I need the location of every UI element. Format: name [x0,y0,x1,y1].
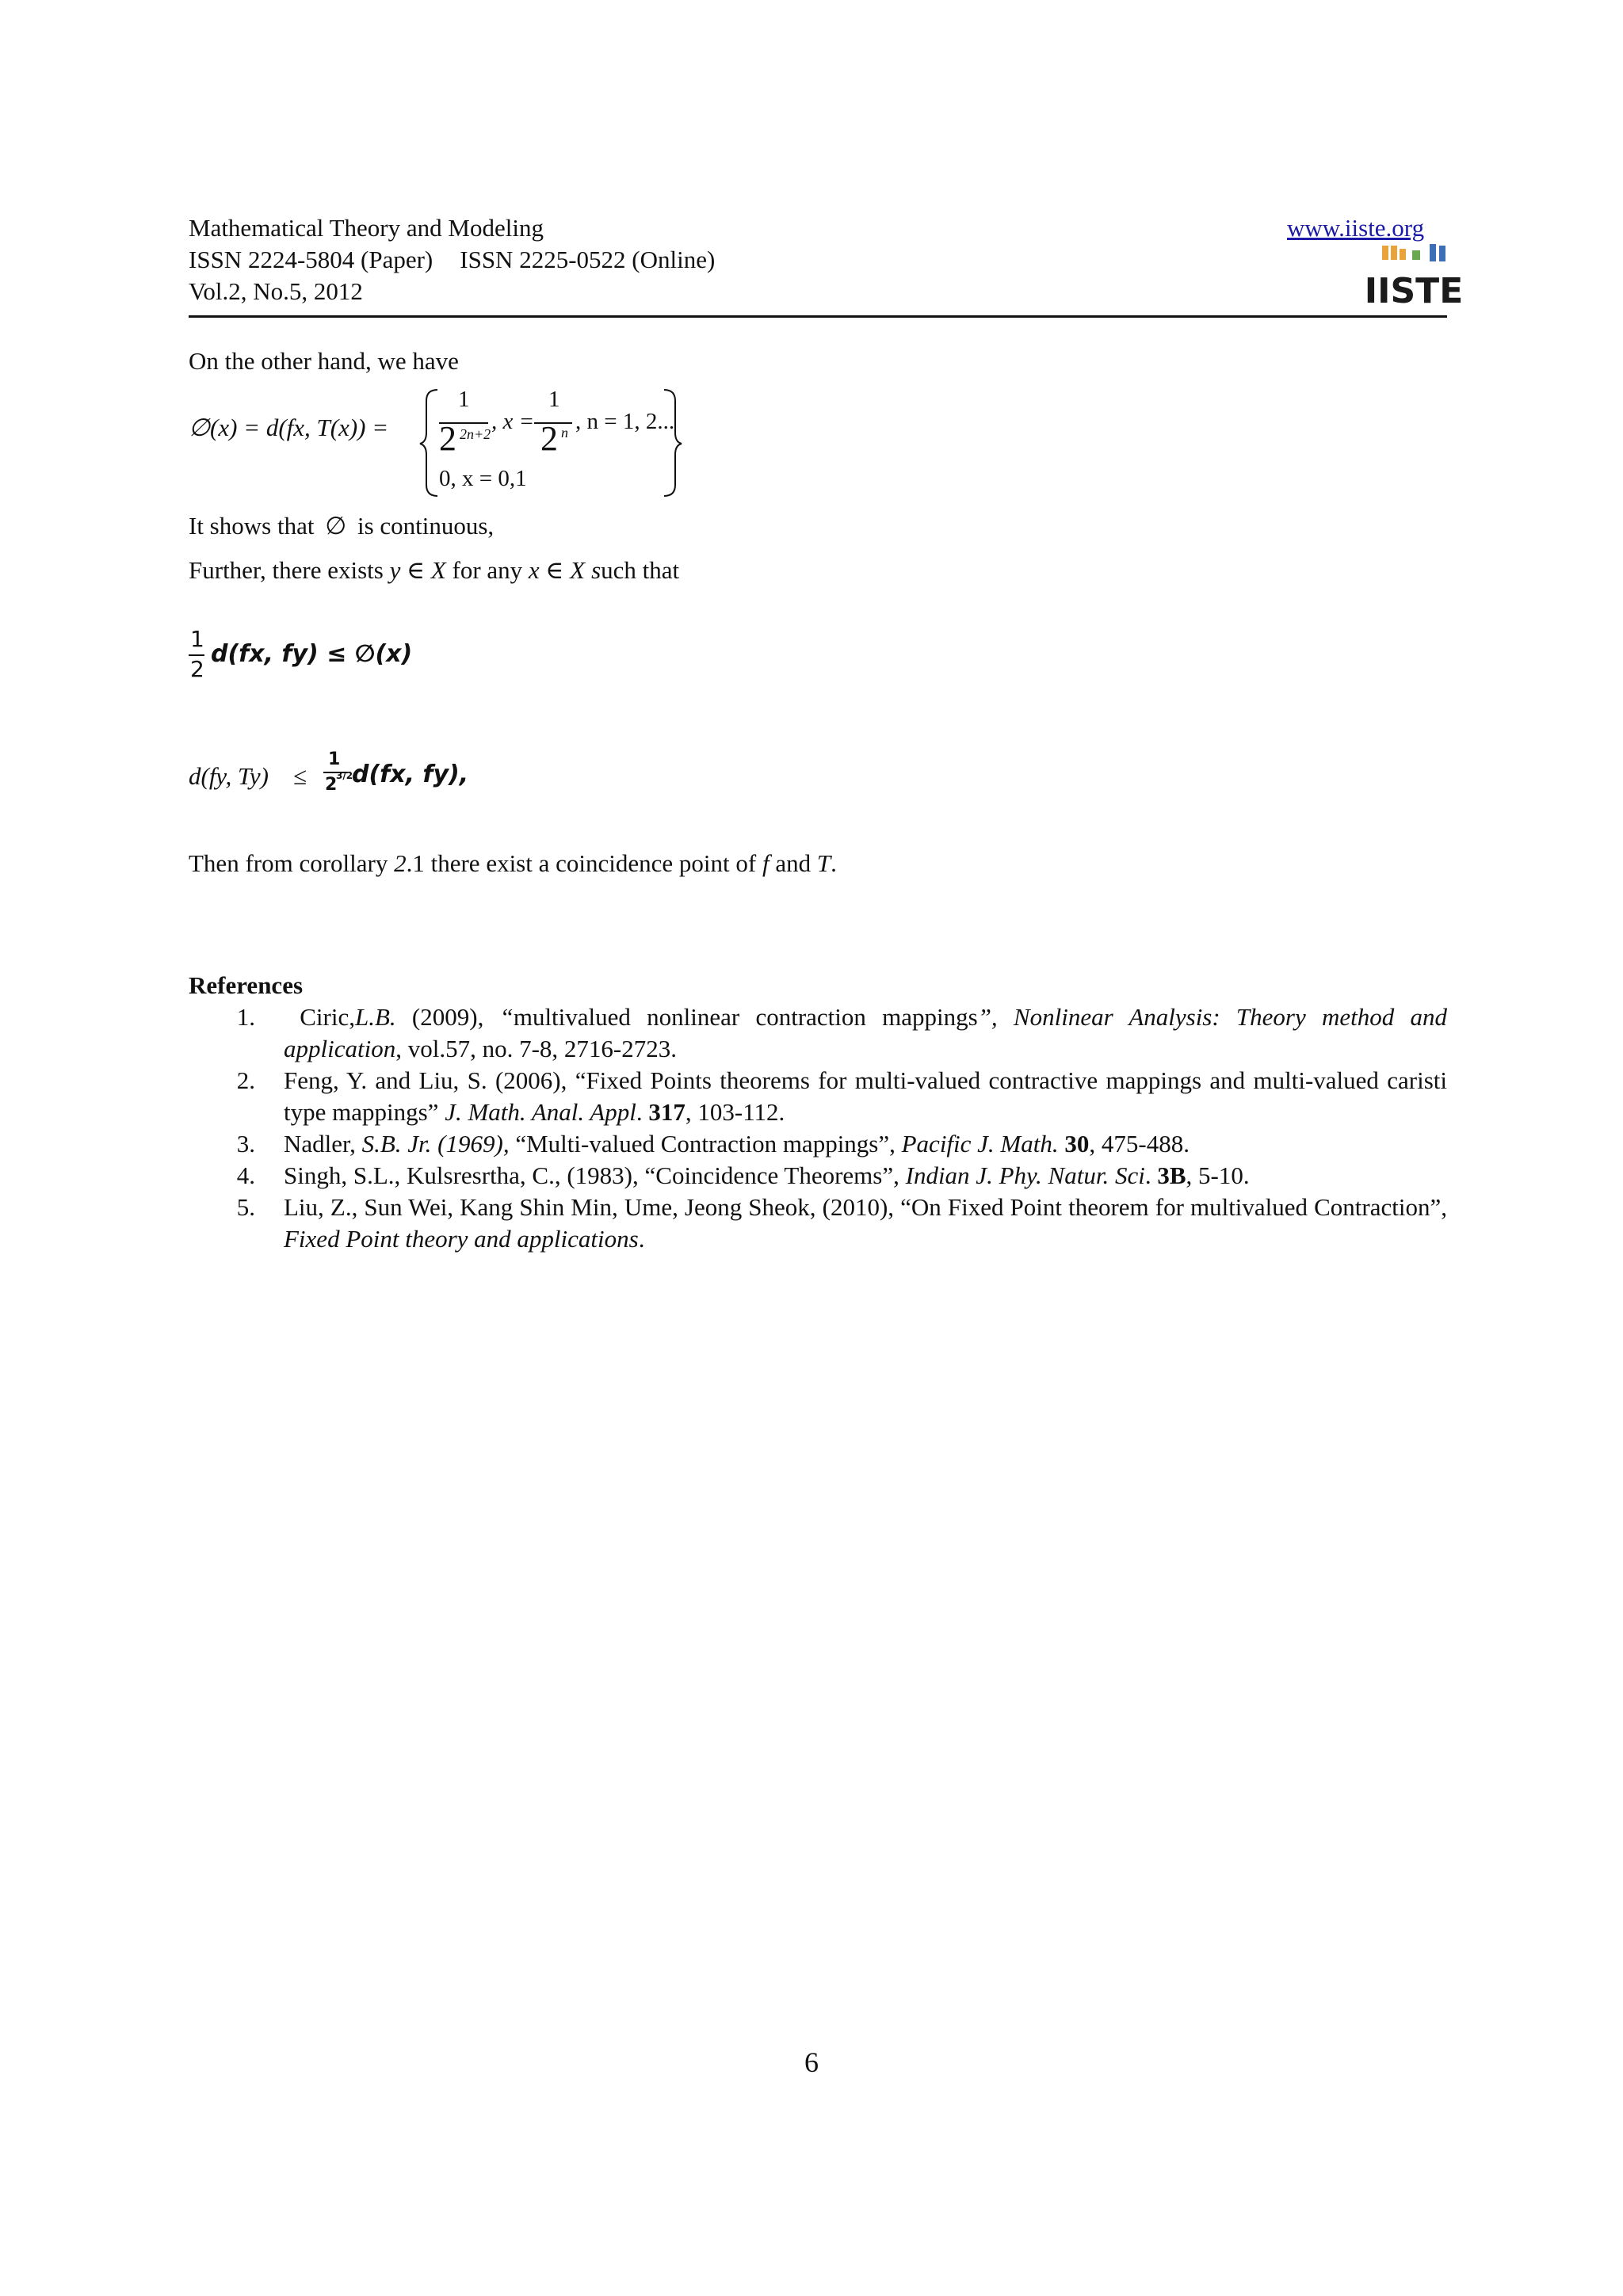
reference-item: 5. Liu, Z., Sun Wei, Kang Shin Min, Ume, Jeong Sheok, (2010), “On Fixed Point theorem for multivalued Contraction”, Fixed Point theory and applications. [236,1193,1447,1253]
website-link[interactable]: www.iiste.org [1287,214,1425,242]
journal-title: Mathematical Theory and Modeling [189,214,544,242]
continuity-statement: It shows that ∅ is continuous, [189,512,495,540]
issn-online: ISSN 2225-0522 (Online) [460,246,716,273]
reference-item: 1. Ciric,L.B. (2009), “multivalued nonlinear contraction mappings”, Nonlinear Analysis: Theory method and application, vol.57, no. 7-8, 2716-2723. [236,1003,1447,1062]
piecewise-function [420,387,682,499]
ineq2-le: ≤ [293,762,307,790]
ineq1-body: d(fx, fy) ≤ ∅(x) [211,640,413,668]
ineq2-numerator: 1 [328,749,341,769]
case1-mid: , x = [491,409,535,434]
volume-info: Vol.2, No.5, 2012 [189,277,363,305]
case1-numerator-2: 1 [548,387,560,412]
references-title: References [189,971,304,999]
ineq1-denominator: 2 [190,656,204,682]
ineq2-denominator-exponent: 3/2 [336,770,353,781]
intro-text: On the other hand, we have [189,347,459,375]
inequality-2 [189,749,632,813]
page-number: 6 [804,2046,819,2078]
conclusion: Then from corollary 2.1 there exist a coincidence point of f and T. [189,849,837,877]
case1-denominator-2-base: 2 [540,419,558,458]
reference-item: 3. Nadler, S.B. Jr. (1969), “Multi-valued Contraction mappings”, Pacific J. Math. 30, 475-488. [236,1130,1190,1158]
inequality-1 [189,626,506,689]
ineq1-numerator: 1 [190,626,204,652]
logo-text: IISTE [1364,271,1464,311]
case1-tail: , n = 1, 2... [575,409,675,434]
issn-line [189,244,715,276]
issn-paper: ISSN 2224-5804 (Paper) [189,246,433,273]
case2: 0, x = 0,1 [439,466,527,491]
ineq2-body: d(fx, fy), [352,761,469,788]
ineq2-lhs: d(fy, Ty) [189,762,269,790]
case1-denominator-exponent: 2n+2 [460,426,491,442]
case1-denominator-2-exponent: n [561,425,568,441]
ineq2-denominator-base: 2 [325,775,338,795]
reference-item: 4. Singh, S.L., Kulsresrtha, C., (1983), “Coincidence Theorems”, Indian J. Phy. Natur. Sci. 3B, 5-10. [236,1161,1250,1189]
case1-denominator-base: 2 [439,419,456,458]
header-rule [189,315,1447,318]
case1-numerator: 1 [458,387,470,412]
iiste-logo-graphic [1364,242,1464,311]
further-statement: Further, there exists y ∈ X for any x ∈ X such that [189,556,680,584]
reference-item: 2. Feng, Y. and Liu, S. (2006), “Fixed Points theorems for multi-valued contractive mappings and multi-valued caristi type mappings” J. Math. Anal. Appl. 317, 103-112. [236,1066,1447,1126]
phi-definition-lhs: ∅(x) = d(fx, T(x)) = [189,414,389,441]
iiste-logo [1364,242,1464,311]
references-section [189,970,1447,1255]
